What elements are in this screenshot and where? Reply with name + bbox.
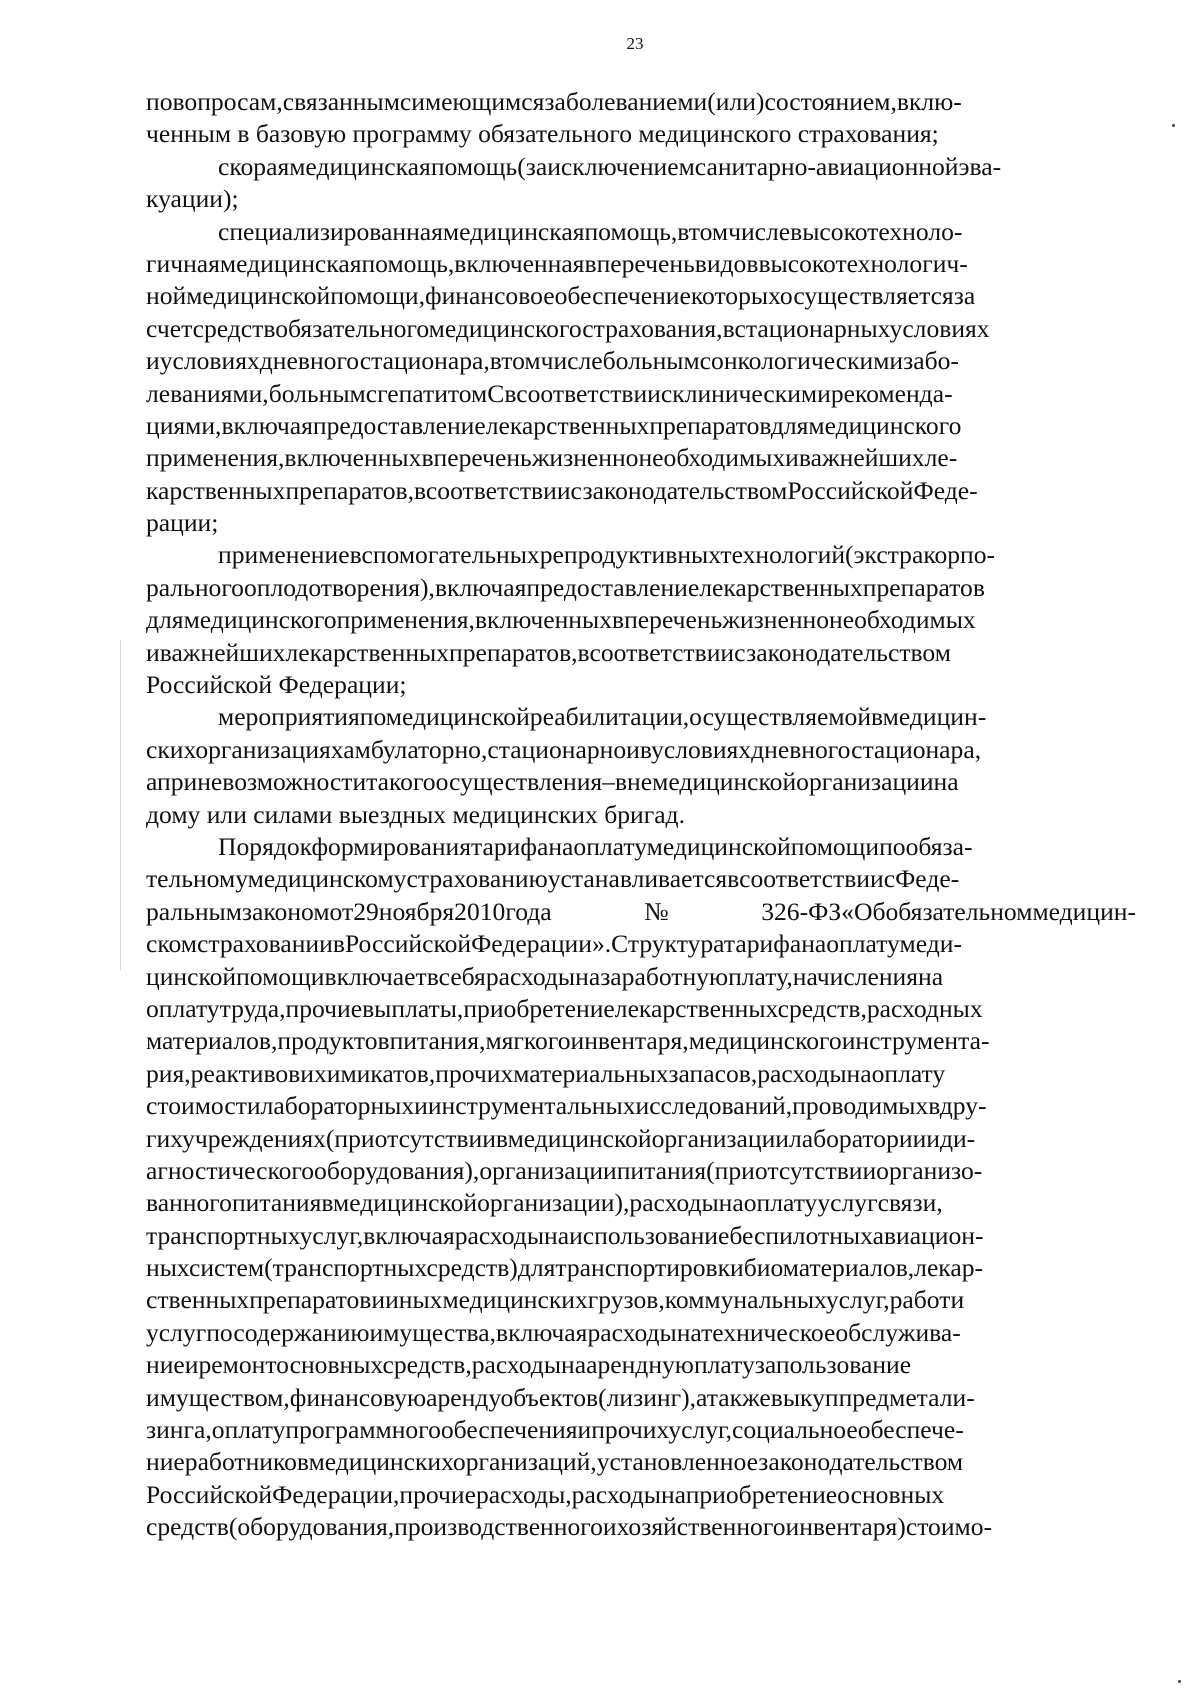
- text-line: повопросам,связаннымсимеющимсязаболеваниеми(или)состоянием,вклю-: [146, 87, 962, 116]
- text-line: гихучреждениях(приотсутствиивмедицинскойорганизациилабораториииди-: [146, 1123, 976, 1153]
- text-line: зинга,оплатупрограммногообеспеченияипрочихуслуг,социальноеобеспече-: [146, 1415, 964, 1445]
- text-line: оплатутруда,прочиевыплаты,приобретениелекарственныхсредств,расходных: [146, 993, 983, 1023]
- paragraph: [146, 701, 1136, 831]
- text-line: иважнейшихлекарственныхпрепаратов,всоответствиисзаконодательством: [146, 637, 951, 667]
- text-line: куации);: [146, 184, 239, 214]
- text-line: услугпосодержаниюимущества,включаярасходынатехническоеобслужива-: [146, 1317, 961, 1347]
- text-line: карственныхпрепаратов,всоответствиисзаконодательствомРоссийскойФеде-: [146, 475, 978, 505]
- text-line: специализированнаямедицинскаяпомощь,втомчислевысокотехноло-: [218, 216, 963, 246]
- text-line: мероприятияпомедицинскойреабилитации,осуществляемойвмедицин-: [218, 702, 987, 732]
- text-line: рия,реактивовихимикатов,прочихматериальныхзапасов,расходынаоплату: [146, 1058, 946, 1088]
- text-line: скомстрахованиивРоссийскойФедерации».Структуратарифанаоплатумеди-: [146, 929, 962, 959]
- text-line: ниеработниковмедицинскихорганизаций,установленноезаконодательством: [146, 1447, 964, 1477]
- text-line: Порядокформированиятарифанаоплатумедицинскойпомощипообяза-: [218, 831, 973, 861]
- text-line: счетсредствобязательногомедицинскогострахования,встационарныхусловиях: [146, 313, 990, 343]
- text-line: скораямедицинскаяпомощь(заисключениемсанитарно-авиационнойэва-: [218, 151, 1002, 181]
- text-line: ванногопитаниявмедицинскойорганизации),расходынаоплатууслугсвязи,: [146, 1188, 943, 1218]
- text-line: ченным в базовую программу обязательного медицинского страхования;: [146, 119, 939, 149]
- paragraph: [146, 151, 1136, 216]
- scan-speck: [1178, 1680, 1181, 1683]
- text-line: ственныхпрепаратовииныхмедицинскихгрузов,коммунальныхуслуг,работи: [146, 1285, 965, 1315]
- text-line: применениевспомогательныхрепродуктивныхтехнологий(экстракорпо-: [218, 540, 996, 570]
- page-number: 23: [626, 34, 644, 53]
- text-line: цинскойпомощивключаетвсебярасходыназаработнуюплату,начисленияна: [146, 961, 944, 991]
- text-line: имуществом,финансовуюарендуобъектов(лизинг),атакжевыкуппредметали-: [146, 1382, 975, 1412]
- text-line: агностическогооборудования),организациипитания(приотсутствииорганизо-: [146, 1155, 983, 1185]
- paragraph: [146, 216, 1136, 540]
- text-line: ниеиремонтосновныхсредств,расходынааренднуюплатузапользование: [146, 1350, 912, 1380]
- paragraph: [146, 539, 1136, 701]
- text-line: материалов,продуктовпитания,мягкогоинвентаря,медицинскогоинструмента-: [146, 1026, 990, 1056]
- text-line: априневозможноститакогоосуществления–внемедицинскойорганизациина: [146, 767, 959, 797]
- document-body: [146, 86, 1136, 1544]
- text-line: ральнымзакономот29ноября2010года№326-ФЗ«Обобязательноммедицин-: [146, 896, 1136, 926]
- text-line: скихорганизацияхамбулаторно,стационарноивусловияхдневногостационара,: [146, 734, 982, 764]
- text-line: рации;: [146, 508, 219, 538]
- paragraph: [146, 86, 1136, 151]
- text-line: транспортныхуслуг,включаярасходынаиспользованиебеспилотныхавиацион-: [146, 1220, 984, 1250]
- text-line: длямедицинскогоприменения,включенныхвпереченьжизненнонеобходимых: [146, 605, 976, 635]
- text-line: Российской Федерации;: [146, 670, 407, 700]
- text-line: иусловияхдневногостационара,втомчислебольнымсонкологическимизабо-: [146, 346, 959, 376]
- scan-artifact-line: [120, 640, 121, 970]
- text-line: циями,включаяпредоставлениелекарственныхпрепаратовдлямедицинского: [146, 410, 962, 440]
- text-line: РоссийскойФедерации,прочиерасходы,расходынаприобретениеосновных: [146, 1479, 945, 1509]
- text-line: ральногооплодотворения),включаяпредоставлениелекарственныхпрепаратов: [146, 572, 985, 602]
- text-line: применения,включенныхвпереченьжизненнонеобходимыхиважнейшихле-: [146, 443, 958, 473]
- paragraph: [146, 831, 1136, 1544]
- text-line: стоимостилабораторныхиинструментальныхисследований,проводимыхвдру-: [146, 1091, 987, 1121]
- scan-speck: [1172, 124, 1175, 127]
- text-line: ныхсистем(транспортныхсредств)длятранспортировкибиоматериалов,лекар-: [146, 1253, 984, 1283]
- text-line: тельномумедицинскомустрахованиюустанавливаетсявсоответствиисФеде-: [146, 864, 960, 894]
- text-line: ноймедицинскойпомощи,финансовоеобеспечениекоторыхосуществляетсяза: [146, 281, 976, 311]
- text-line: гичнаямедицинскаяпомощь,включеннаявпереченьвидоввысокотехнологич-: [146, 248, 968, 278]
- text-line: средств(оборудования,производственногоихозяйственногоинвентаря)стоимо-: [146, 1512, 993, 1542]
- text-line: дому или силами выездных медицинских бригад.: [146, 799, 685, 829]
- text-line: леваниями,больнымсгепатитомСвсоответствиисклиническимирекоменда-: [146, 378, 953, 408]
